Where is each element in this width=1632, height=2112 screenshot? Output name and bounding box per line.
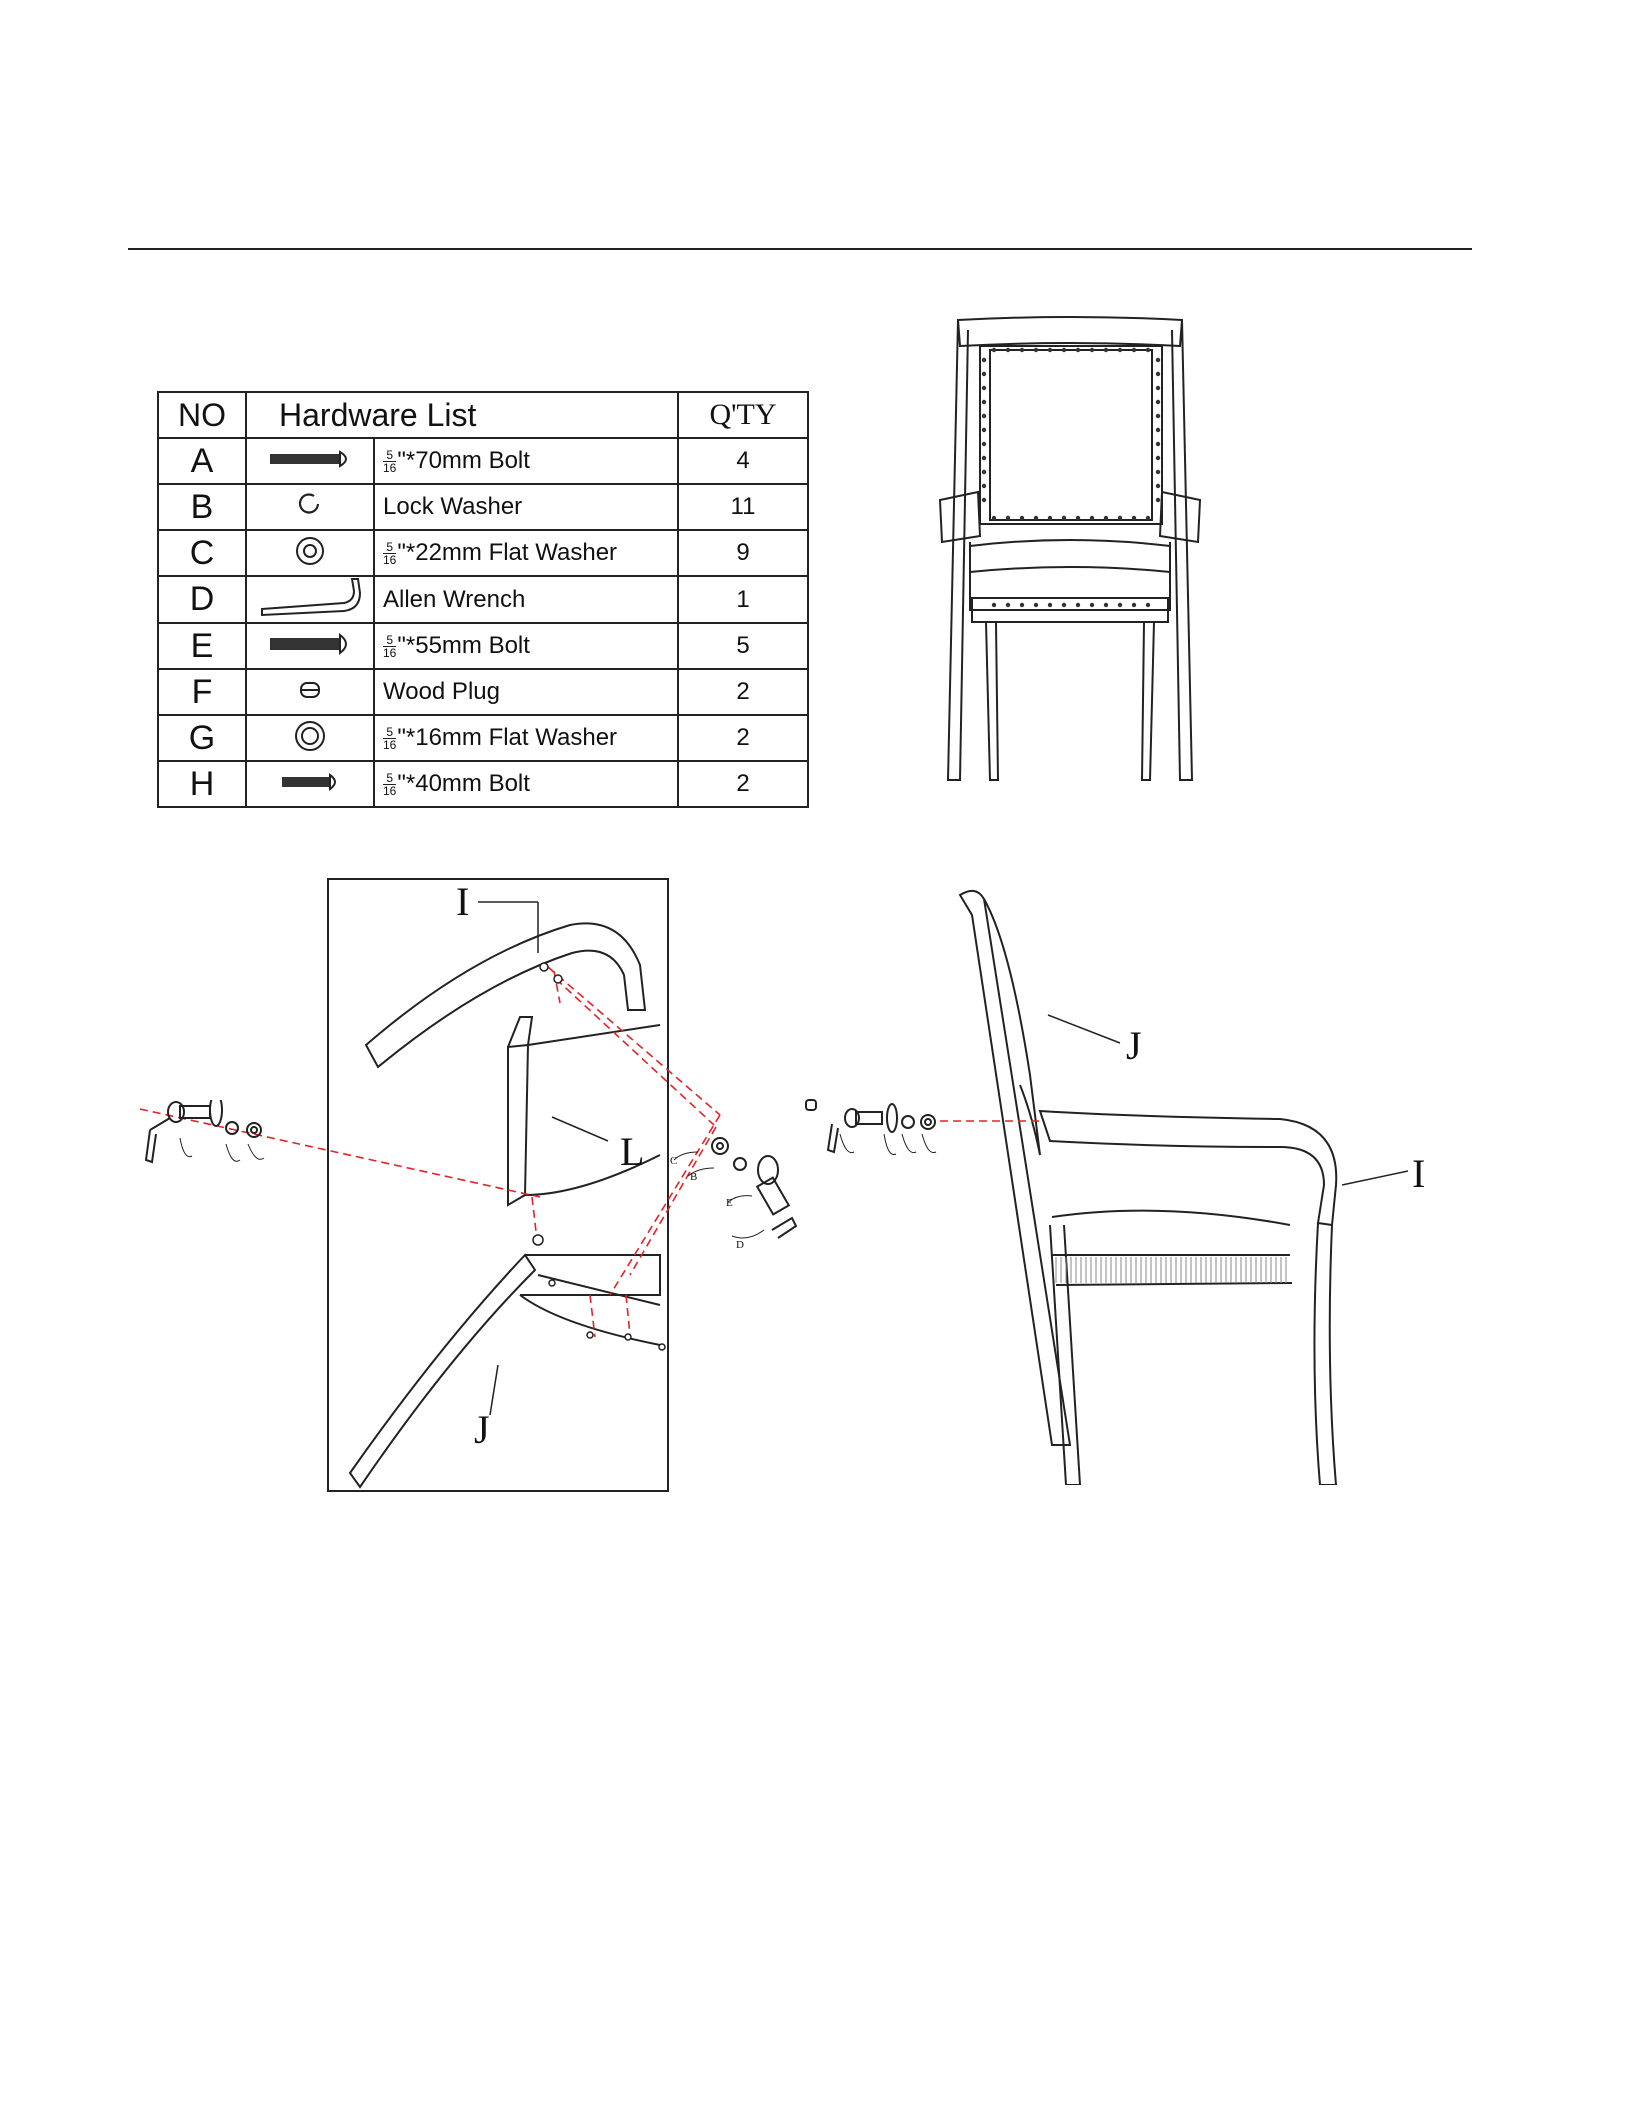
label-arm-I: I	[456, 879, 470, 924]
svg-text:B: B	[690, 1171, 698, 1183]
header-qty: Q'TY	[678, 392, 808, 438]
row-description	[374, 715, 678, 761]
row-no: E	[158, 623, 246, 669]
hardware-cluster-right	[668, 1130, 808, 1270]
hardware-cluster-left	[140, 1100, 300, 1200]
row-description	[374, 576, 678, 623]
table-row	[158, 715, 808, 761]
row-description-text: Wood Plug	[383, 678, 500, 705]
table-row	[158, 623, 808, 669]
chair-front-view	[930, 310, 1210, 800]
fraction: $\frac{5}{16}$	[383, 633, 397, 661]
wood-plug-icon	[246, 669, 374, 715]
row-no: D	[158, 576, 246, 623]
table-row	[158, 669, 808, 715]
bolt-medium-icon	[246, 623, 374, 669]
header-no: NO	[158, 392, 246, 438]
hardware-list-table	[157, 391, 809, 808]
svg-text:E: E	[726, 1197, 733, 1209]
row-no: C	[158, 530, 246, 576]
row-qty: 9	[678, 530, 808, 576]
detail-frame	[328, 879, 668, 1491]
row-qty: 5	[678, 623, 808, 669]
row-qty: 2	[678, 761, 808, 807]
row-description	[374, 484, 678, 530]
row-description	[374, 761, 678, 807]
row-description-text: Allen Wrench	[383, 585, 526, 613]
row-no: A	[158, 438, 246, 484]
row-qty: 2	[678, 715, 808, 761]
table-row	[158, 576, 808, 623]
row-no: G	[158, 715, 246, 761]
label-back-J: J	[1126, 1023, 1142, 1068]
row-description	[374, 669, 678, 715]
lock-washer-icon	[246, 484, 374, 530]
row-qty: 2	[678, 669, 808, 715]
row-no: F	[158, 669, 246, 715]
header-hardware-list: Hardware List	[246, 392, 678, 438]
table-row	[158, 438, 808, 484]
chair-side-view	[940, 885, 1460, 1485]
label-frame-L: L	[620, 1129, 645, 1174]
row-qty: 4	[678, 438, 808, 484]
bolt-short-icon	[246, 761, 374, 807]
table-row	[158, 761, 808, 807]
header-rule	[128, 248, 1472, 250]
fraction: $\frac{5}{16}$	[383, 725, 397, 753]
table-header-row	[158, 392, 808, 438]
table-row	[158, 530, 808, 576]
row-description	[374, 623, 678, 669]
fraction: $\frac{5}{16}$	[383, 448, 397, 476]
row-description-text: "*55mm Bolt	[397, 632, 530, 659]
svg-text:D: D	[736, 1239, 744, 1251]
table-row	[158, 484, 808, 530]
label-leg-J: J	[474, 1407, 490, 1452]
label-arm-I-side: I	[1412, 1151, 1426, 1196]
row-no: B	[158, 484, 246, 530]
fraction: $\frac{5}{16}$	[383, 771, 397, 799]
row-qty: 1	[678, 576, 808, 623]
flat-washer-small-icon	[246, 715, 374, 761]
fraction: $\frac{5}{16}$	[383, 540, 397, 568]
allen-wrench-icon	[246, 576, 374, 623]
flat-washer-icon	[246, 530, 374, 576]
svg-text:C: C	[670, 1155, 678, 1167]
row-description	[374, 530, 678, 576]
hardware-cluster-side	[800, 1098, 950, 1188]
row-qty: 11	[678, 484, 808, 530]
bolt-long-icon	[246, 438, 374, 484]
row-description-text: "*16mm Flat Washer	[397, 724, 618, 751]
row-description-text: "*70mm Bolt	[397, 447, 530, 474]
row-no: H	[158, 761, 246, 807]
row-description-text: "*40mm Bolt	[397, 770, 530, 797]
row-description-text: Lock Washer	[383, 493, 523, 520]
row-description-text: "*22mm Flat Washer	[397, 539, 618, 566]
row-description	[374, 438, 678, 484]
